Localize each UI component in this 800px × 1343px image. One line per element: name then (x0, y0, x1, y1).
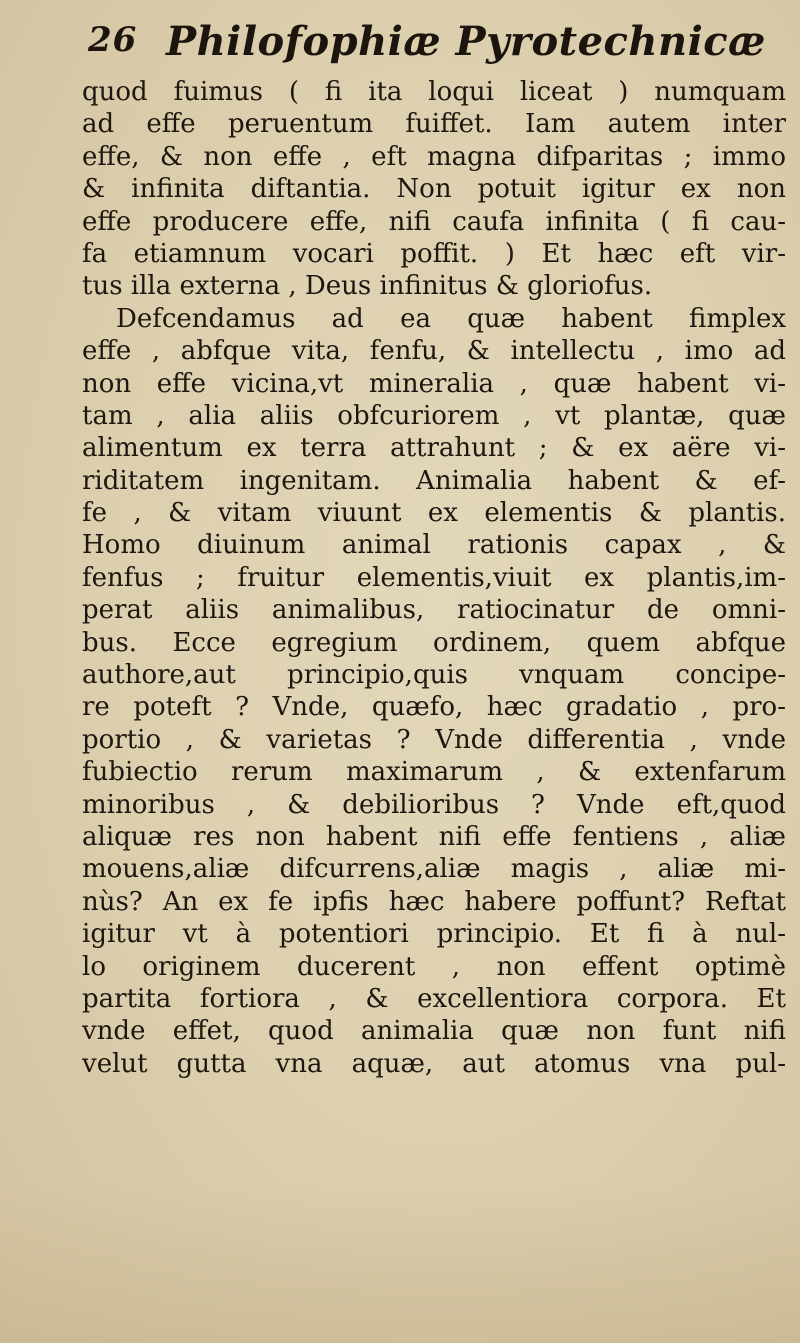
text-line: & infinita diftantia. Non potuit igitur ex non (82, 174, 786, 205)
text-line: aliquæ res non habent nifi effe fentiens , aliæ (82, 821, 786, 852)
page-number: 26 (88, 20, 138, 60)
text-line: tus illa externa , Deus infinitus & gloriofus. (82, 271, 653, 302)
text-line: bus. Ecce egregium ordinem, quem abfque (82, 627, 786, 658)
text-line: effe, & non effe , eft magna difparitas ; immo (82, 141, 786, 172)
text-line: re poteft ? Vnde, quæfo, hæc gradatio , pro- (82, 692, 786, 723)
text-line: fubiectio rerum maximarum , & extenfarum (82, 757, 786, 788)
running-title: Philofophiæ Pyrotechnicæ (166, 18, 766, 65)
text-line: fenfus ; fruitur elementis,viuit ex plantis,im- (82, 562, 786, 593)
text-line: partita fortiora , & excellentiora corpora. Et (82, 983, 786, 1014)
text-line: Homo diuinum animal rationis capax , & (82, 530, 786, 561)
text-line: authore,aut principio,quis vnquam concipe- (82, 660, 786, 691)
text-line: riditatem ingenitam. Animalia habent & ef- (82, 465, 786, 496)
paragraph-first-line: Defcendamus ad ea quæ habent fimplex (116, 303, 786, 334)
page-header (88, 16, 766, 66)
text-line: nùs? An ex fe ipfis hæc habere poffunt? Reftat (82, 886, 786, 917)
text-line: ad effe peruentum fuiffet. Iam autem inter (82, 109, 786, 140)
text-line: igitur vt à potentiori principio. Et fi à nul- (82, 919, 786, 950)
text-line: fa etiamnum vocari poffit. ) Et hæc eft vir- (82, 238, 786, 269)
text-line: tam , alia aliis obfcuriorem , vt plantæ, quæ (82, 400, 786, 431)
text-line: fe , & vitam viuunt ex elementis & plantis. (82, 498, 786, 529)
text-line: alimentum ex terra attrahunt ; & ex aëre vi- (82, 433, 786, 464)
text-line: velut gutta vna aquæ, aut atomus vna pul- (82, 1048, 786, 1079)
body-text (82, 76, 786, 1080)
text-line: lo originem ducerent , non effent optimè (82, 951, 786, 982)
text-line: perat aliis animalibus, ratiocinatur de omni- (82, 595, 786, 626)
text-line: non effe vicina,vt mineralia , quæ habent vi- (82, 368, 786, 399)
text-line: effe producere effe, nifi caufa infinita ( fi cau- (82, 206, 786, 237)
text-line: portio , & varietas ? Vnde differentia , vnde (82, 724, 786, 755)
text-line: effe , abfque vita, fenfu, & intellectu , imo ad (82, 336, 786, 367)
text-line: minoribus , & debilioribus ? Vnde eft,quod (82, 789, 786, 820)
text-line: vnde effet, quod animalia quæ non funt nifi (82, 1016, 786, 1047)
text-line: mouens,aliæ difcurrens,aliæ magis , aliæ mi- (82, 854, 786, 885)
text-line: quod fuimus ( fi ita loqui liceat ) numquam (82, 77, 786, 107)
